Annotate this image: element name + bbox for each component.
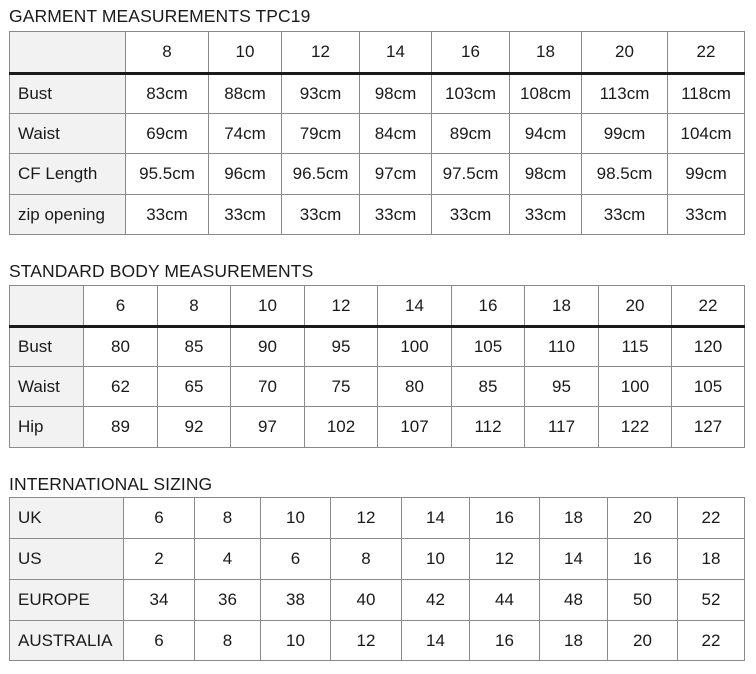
table-cell: 10 — [261, 498, 331, 539]
table-cell: 104cm — [668, 114, 745, 154]
row-label: zip opening — [10, 195, 126, 235]
row-label: Bust — [10, 74, 126, 114]
table-cell: 18 — [540, 621, 608, 661]
garment-measurements-title: GARMENT MEASUREMENTS TPC19 — [9, 6, 311, 26]
table-cell: 12 — [331, 621, 402, 661]
table-cell: 122 — [599, 407, 672, 448]
size-header: 8 — [158, 286, 231, 327]
table-row — [10, 367, 745, 407]
table-cell: 6 — [124, 621, 195, 661]
row-label: Waist — [10, 114, 126, 154]
body-measurements-table — [9, 285, 745, 448]
size-header: 8 — [126, 32, 209, 74]
table-cell: 10 — [261, 621, 331, 661]
size-header: 22 — [668, 32, 745, 74]
table-cell: 92 — [158, 407, 231, 448]
table-cell: 102 — [305, 407, 378, 448]
table-cell: 33cm — [126, 195, 209, 235]
table-cell: 80 — [84, 327, 158, 367]
size-header: 18 — [510, 32, 582, 74]
table-cell: 40 — [331, 580, 402, 621]
table-cell: 98cm — [360, 74, 432, 114]
table-cell: 33cm — [582, 195, 668, 235]
table-cell: 83cm — [126, 74, 209, 114]
table-row — [10, 498, 745, 539]
table-cell: 89 — [84, 407, 158, 448]
table-cell: 42 — [402, 580, 470, 621]
table-cell: 110 — [525, 327, 599, 367]
row-label: AUSTRALIA — [10, 621, 124, 661]
table-cell: 22 — [678, 498, 745, 539]
table-cell: 4 — [195, 539, 261, 580]
table-cell: 52 — [678, 580, 745, 621]
table-cell: 112 — [452, 407, 525, 448]
table-cell: 95 — [305, 327, 378, 367]
table-cell: 33cm — [209, 195, 282, 235]
corner-cell — [10, 32, 126, 74]
table-cell: 38 — [261, 580, 331, 621]
table-cell: 98cm — [510, 154, 582, 195]
size-header: 12 — [305, 286, 378, 327]
table-cell: 33cm — [360, 195, 432, 235]
table-cell: 44 — [470, 580, 540, 621]
row-label: CF Length — [10, 154, 126, 195]
table-cell: 14 — [540, 539, 608, 580]
table-cell: 69cm — [126, 114, 209, 154]
table-cell: 74cm — [209, 114, 282, 154]
table-cell: 85 — [158, 327, 231, 367]
table-cell: 90 — [231, 327, 305, 367]
table-cell: 105 — [672, 367, 745, 407]
table-cell: 33cm — [432, 195, 510, 235]
body-measurements-title: STANDARD BODY MEASUREMENTS — [9, 261, 314, 281]
table-cell: 12 — [331, 498, 402, 539]
table-cell: 99cm — [582, 114, 668, 154]
table-cell: 12 — [470, 539, 540, 580]
size-header: 14 — [360, 32, 432, 74]
table-cell: 20 — [608, 498, 678, 539]
table-cell: 6 — [261, 539, 331, 580]
table-cell: 70 — [231, 367, 305, 407]
table-cell: 105 — [452, 327, 525, 367]
corner-cell — [10, 286, 84, 327]
table-cell: 94cm — [510, 114, 582, 154]
size-header: 22 — [672, 286, 745, 327]
table-cell: 95.5cm — [126, 154, 209, 195]
table-cell: 100 — [378, 327, 452, 367]
table-cell: 33cm — [282, 195, 360, 235]
size-header: 10 — [231, 286, 305, 327]
table-cell: 80 — [378, 367, 452, 407]
table-cell: 95 — [525, 367, 599, 407]
table-cell: 100 — [599, 367, 672, 407]
table-row — [10, 407, 745, 448]
size-header: 20 — [599, 286, 672, 327]
table-cell: 62 — [84, 367, 158, 407]
table-cell: 96.5cm — [282, 154, 360, 195]
size-header: 14 — [378, 286, 452, 327]
table-cell: 16 — [470, 621, 540, 661]
table-cell: 79cm — [282, 114, 360, 154]
table-cell: 16 — [608, 539, 678, 580]
table-cell: 97cm — [360, 154, 432, 195]
row-label: US — [10, 539, 124, 580]
table-cell: 14 — [402, 498, 470, 539]
row-label: Hip — [10, 407, 84, 448]
table-cell: 107 — [378, 407, 452, 448]
table-cell: 84cm — [360, 114, 432, 154]
table-cell: 34 — [124, 580, 195, 621]
table-cell: 117 — [525, 407, 599, 448]
table-cell: 65 — [158, 367, 231, 407]
size-header-row — [10, 32, 745, 74]
size-header: 16 — [432, 32, 510, 74]
garment-measurements-table — [9, 31, 745, 235]
table-cell: 96cm — [209, 154, 282, 195]
table-cell: 6 — [124, 498, 195, 539]
table-row — [10, 539, 745, 580]
table-cell: 115 — [599, 327, 672, 367]
table-cell: 93cm — [282, 74, 360, 114]
size-header: 6 — [84, 286, 158, 327]
table-cell: 8 — [331, 539, 402, 580]
table-cell: 14 — [402, 621, 470, 661]
table-cell: 85 — [452, 367, 525, 407]
table-cell: 97.5cm — [432, 154, 510, 195]
table-cell: 8 — [195, 621, 261, 661]
table-row — [10, 580, 745, 621]
table-cell: 50 — [608, 580, 678, 621]
table-row — [10, 114, 745, 154]
table-cell: 97 — [231, 407, 305, 448]
table-cell: 18 — [678, 539, 745, 580]
table-row — [10, 621, 745, 661]
table-row — [10, 154, 745, 195]
table-cell: 36 — [195, 580, 261, 621]
table-cell: 103cm — [432, 74, 510, 114]
row-label: UK — [10, 498, 124, 539]
size-header: 18 — [525, 286, 599, 327]
table-cell: 16 — [470, 498, 540, 539]
size-header: 10 — [209, 32, 282, 74]
row-label: EUROPE — [10, 580, 124, 621]
international-sizing-table — [9, 497, 745, 661]
table-cell: 88cm — [209, 74, 282, 114]
size-header: 16 — [452, 286, 525, 327]
table-cell: 33cm — [668, 195, 745, 235]
table-row — [10, 74, 745, 114]
table-row — [10, 327, 745, 367]
table-cell: 2 — [124, 539, 195, 580]
size-header: 12 — [282, 32, 360, 74]
row-label: Bust — [10, 327, 84, 367]
table-row — [10, 195, 745, 235]
table-cell: 8 — [195, 498, 261, 539]
table-cell: 120 — [672, 327, 745, 367]
table-cell: 98.5cm — [582, 154, 668, 195]
size-header: 20 — [582, 32, 668, 74]
table-cell: 89cm — [432, 114, 510, 154]
size-header-row — [10, 286, 745, 327]
table-cell: 75 — [305, 367, 378, 407]
row-label: Waist — [10, 367, 84, 407]
table-cell: 20 — [608, 621, 678, 661]
international-sizing-title: INTERNATIONAL SIZING — [9, 474, 213, 494]
table-cell: 48 — [540, 580, 608, 621]
table-cell: 10 — [402, 539, 470, 580]
table-cell: 108cm — [510, 74, 582, 114]
table-cell: 127 — [672, 407, 745, 448]
table-cell: 33cm — [510, 195, 582, 235]
table-cell: 113cm — [582, 74, 668, 114]
table-cell: 18 — [540, 498, 608, 539]
table-cell: 22 — [678, 621, 745, 661]
table-cell: 99cm — [668, 154, 745, 195]
table-cell: 118cm — [668, 74, 745, 114]
